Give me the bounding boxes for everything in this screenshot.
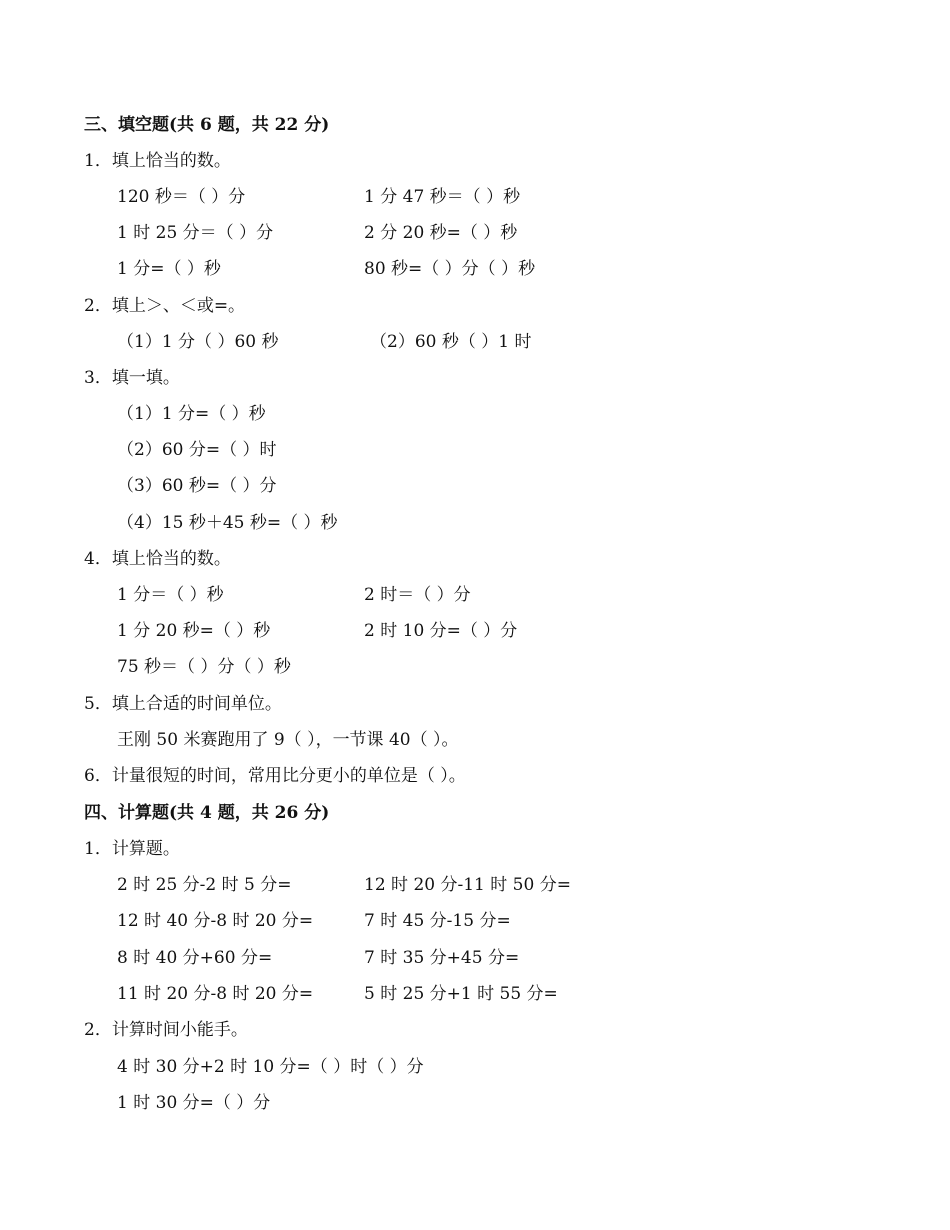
q5-title: 5．填上合适的时间单位。 (84, 694, 282, 714)
q6-text: 6．计量很短的时间，常用比分更小的单位是（ ）。 (84, 766, 466, 786)
calc-r2-right: 7 时 45 分-15 分= (364, 911, 511, 931)
q3-title: 3．填一填。 (84, 368, 180, 388)
q1-r3-left: 1 分=（ ）秒 (117, 259, 221, 279)
calc-q2-title: 2．计算时间小能手。 (84, 1020, 248, 1040)
q5-text: 王刚 50 米赛跑用了 9（ ），一节课 40（ ）。 (117, 730, 459, 750)
q4-r2-left: 1 分 20 秒=（ ）秒 (117, 621, 271, 641)
q3-item-4: （4）15 秒＋45 秒=（ ）秒 (117, 513, 338, 533)
calc-r1-right: 12 时 20 分-11 时 50 分= (364, 875, 571, 895)
calc-r2-left: 12 时 40 分-8 时 20 分= (117, 911, 314, 931)
section-4-heading: 四、计算题(共 4 题，共 26 分) (84, 803, 330, 823)
q4-row-2 (117, 616, 518, 646)
q2-row (117, 327, 532, 357)
section-3-heading: 三、填空题(共 6 题，共 22 分) (84, 115, 330, 135)
q1-r2-right: 2 分 20 秒=（ ）秒 (364, 223, 518, 243)
calc-row-3 (117, 943, 520, 973)
q1-r1-left: 120 秒＝（ ）分 (117, 187, 246, 207)
calc-r3-right: 7 时 35 分+45 分= (364, 948, 520, 968)
q1-row-3 (117, 254, 536, 284)
q4-r2-right: 2 时 10 分=（ ）分 (364, 621, 518, 641)
calc-r4-right: 5 时 25 分+1 时 55 分= (364, 984, 558, 1004)
q3-item-2: （2）60 分=（ ）时 (117, 440, 277, 460)
q1-r3-right: 80 秒=（ ）分（ ）秒 (364, 259, 536, 279)
q4-r1-left: 1 分＝（ ）秒 (117, 585, 224, 605)
q1-row-2 (117, 218, 518, 248)
q4-title: 4．填上恰当的数。 (84, 549, 231, 569)
q2-title: 2．填上＞、＜或=。 (84, 296, 246, 316)
calc-q2-item-1: 4 时 30 分+2 时 10 分=（ ）时（ ）分 (117, 1057, 424, 1077)
q1-r2-left: 1 时 25 分＝（ ）分 (117, 223, 274, 243)
q3-item-3: （3）60 秒=（ ）分 (117, 476, 277, 496)
calc-r4-left: 11 时 20 分-8 时 20 分= (117, 984, 314, 1004)
q4-r1-right: 2 时＝（ ）分 (364, 585, 471, 605)
q2-left: （1）1 分（ ）60 秒 (117, 332, 279, 352)
calc-q1-title: 1．计算题。 (84, 839, 180, 859)
q1-r1-right: 1 分 47 秒＝（ ）秒 (364, 187, 521, 207)
calc-row-2 (117, 906, 511, 936)
q3-item-1: （1）1 分=（ ）秒 (117, 404, 266, 424)
calc-row-1 (117, 870, 571, 900)
calc-r3-left: 8 时 40 分+60 分= (117, 948, 273, 968)
q1-title: 1．填上恰当的数。 (84, 151, 231, 171)
calc-r1-left: 2 时 25 分-2 时 5 分= (117, 875, 292, 895)
q2-right: （2）60 秒（ ）1 时 (370, 332, 532, 352)
q4-row-1 (117, 580, 471, 610)
calc-row-4 (117, 979, 558, 1009)
calc-q2-item-2: 1 时 30 分=（ ）分 (117, 1093, 271, 1113)
q4-row-3: 75 秒＝（ ）分（ ）秒 (117, 657, 291, 677)
q1-row-1 (117, 182, 521, 212)
